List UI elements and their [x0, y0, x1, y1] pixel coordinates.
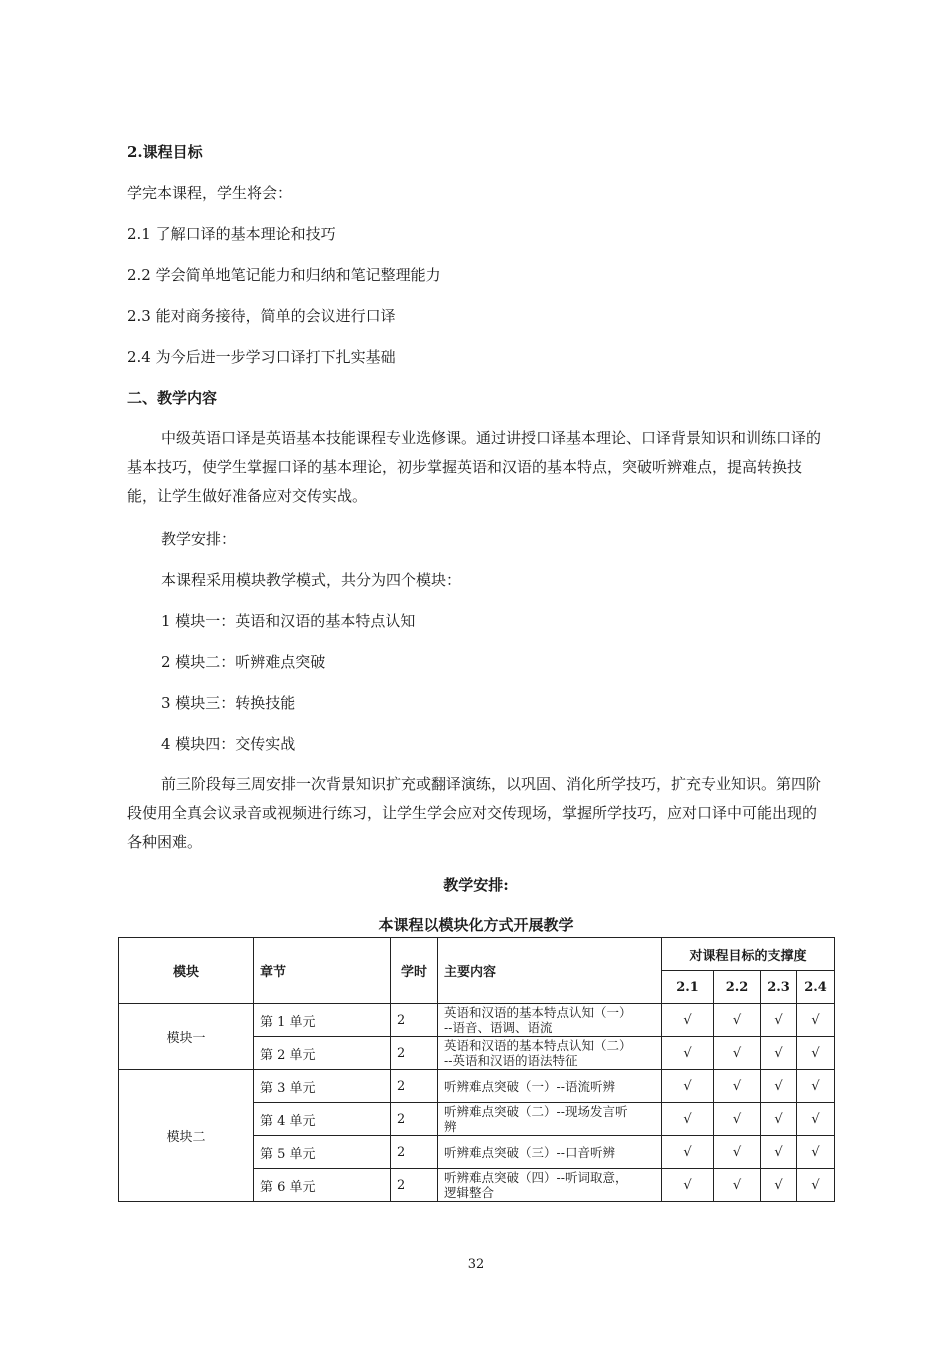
- check-mark: √: [761, 1004, 797, 1037]
- module-item: 3 模块三：转换技能: [161, 694, 296, 712]
- teaching-arrangement-table: [118, 937, 835, 1202]
- chapter-cell: 第 1 单元: [254, 1004, 391, 1037]
- content-line: 英语和汉语的基本特点认知（二）: [444, 1038, 632, 1053]
- table-row: [119, 1004, 835, 1037]
- content-line: --语音、语调、语流: [444, 1020, 553, 1035]
- header-goal: 2.1: [662, 971, 714, 1004]
- content-line: 听辨难点突破（一）--语流听辨: [444, 1078, 615, 1094]
- header-module: 模块: [119, 938, 254, 1004]
- hours-cell: 2: [391, 1004, 438, 1037]
- chapter-cell: 第 3 单元: [254, 1070, 391, 1103]
- check-mark: √: [662, 1004, 714, 1037]
- check-mark: √: [797, 1037, 835, 1070]
- content-line: 听辨难点突破（四）--听词取意，: [444, 1170, 628, 1185]
- content-heading: 二、教学内容: [127, 389, 218, 407]
- check-mark: √: [797, 1103, 835, 1136]
- table-header-row: [119, 938, 835, 971]
- table-row: [119, 1070, 835, 1103]
- check-mark: √: [761, 1103, 797, 1136]
- content-cell: [438, 1103, 662, 1136]
- module-item: 4 模块四：交传实战: [161, 735, 296, 753]
- content-line: 逻辑整合: [444, 1185, 495, 1200]
- check-mark: √: [714, 1004, 761, 1037]
- check-mark: √: [714, 1103, 761, 1136]
- check-mark: √: [662, 1169, 714, 1202]
- check-mark: √: [761, 1136, 797, 1169]
- content-cell: [438, 1136, 662, 1169]
- goal-item: 2.2 学会简单地笔记能力和归纳和笔记整理能力: [127, 266, 441, 284]
- check-mark: √: [761, 1169, 797, 1202]
- hours-cell: 2: [391, 1103, 438, 1136]
- check-mark: √: [797, 1070, 835, 1103]
- check-mark: √: [714, 1037, 761, 1070]
- table-caption: 本课程以模块化方式开展教学: [378, 916, 574, 934]
- table-section-title: 教学安排:: [443, 876, 509, 894]
- module-cell: 模块一: [119, 1004, 254, 1070]
- content-paragraph-2-text: 前三阶段每三周安排一次背景知识扩充或翻译演练，以巩固、消化所学技巧，扩充专业知识。第四阶段使用全真会议录音或视频进行练习，让学生学会应对交传现场，掌握所学技巧，应对口译中可能出现的各种困难。: [127, 775, 822, 851]
- hours-cell: 2: [391, 1070, 438, 1103]
- check-mark: √: [662, 1136, 714, 1169]
- header-support: 对课程目标的支撑度: [662, 938, 835, 971]
- content-line: --英语和汉语的语法特征: [444, 1053, 578, 1068]
- goal-item: 2.4 为今后进一步学习口译打下扎实基础: [127, 348, 396, 366]
- arrangement-label: 教学安排：: [161, 530, 237, 548]
- header-main-content: 主要内容: [438, 938, 662, 1004]
- module-cell: 模块二: [119, 1070, 254, 1202]
- module-item: 2 模块二：听辨难点突破: [161, 653, 326, 671]
- page-number: 32: [467, 1257, 485, 1272]
- content-paragraph-2: [127, 770, 829, 857]
- content-cell: [438, 1004, 662, 1037]
- hours-cell: 2: [391, 1136, 438, 1169]
- check-mark: √: [797, 1136, 835, 1169]
- chapter-cell: 第 2 单元: [254, 1037, 391, 1070]
- goals-heading: 2.课程目标: [127, 143, 203, 161]
- chapter-cell: 第 6 单元: [254, 1169, 391, 1202]
- content-cell: [438, 1169, 662, 1202]
- goal-item: 2.3 能对商务接待，简单的会议进行口译: [127, 307, 396, 325]
- check-mark: √: [714, 1169, 761, 1202]
- check-mark: √: [797, 1169, 835, 1202]
- header-goal: 2.4: [797, 971, 835, 1004]
- hours-cell: 2: [391, 1037, 438, 1070]
- content-line: 辨: [444, 1119, 457, 1134]
- content-line: 听辨难点突破（二）--现场发言听: [444, 1104, 628, 1119]
- check-mark: √: [662, 1070, 714, 1103]
- chapter-cell: 第 5 单元: [254, 1136, 391, 1169]
- check-mark: √: [662, 1037, 714, 1070]
- content-line: 听辨难点突破（三）--口音听辨: [444, 1144, 615, 1160]
- check-mark: √: [797, 1004, 835, 1037]
- mode-intro: 本课程采用模块教学模式，共分为四个模块：: [161, 571, 462, 589]
- header-chapter: 章节: [254, 938, 391, 1004]
- content-cell: [438, 1070, 662, 1103]
- check-mark: √: [761, 1037, 797, 1070]
- check-mark: √: [662, 1103, 714, 1136]
- check-mark: √: [761, 1070, 797, 1103]
- check-mark: √: [714, 1136, 761, 1169]
- header-goal: 2.2: [714, 971, 761, 1004]
- goal-item: 2.1 了解口译的基本理论和技巧: [127, 225, 336, 243]
- content-paragraph-1: [127, 424, 829, 511]
- header-goal: 2.3: [761, 971, 797, 1004]
- hours-cell: 2: [391, 1169, 438, 1202]
- chapter-cell: 第 4 单元: [254, 1103, 391, 1136]
- content-cell: [438, 1037, 662, 1070]
- header-hours: 学时: [391, 938, 438, 1004]
- goals-intro: 学完本课程，学生将会：: [127, 184, 293, 202]
- module-item: 1 模块一：英语和汉语的基本特点认知: [161, 612, 416, 630]
- check-mark: √: [714, 1070, 761, 1103]
- content-paragraph-1-text: 中级英语口译是英语基本技能课程专业选修课。通过讲授口译基本理论、口译背景知识和训练口译的基本技巧，使学生掌握口译的基本理论，初步掌握英语和汉语的基本特点，突破听辨难点，提高转换技能，让学生做好准备应对交传实战。: [127, 429, 822, 505]
- content-line: 英语和汉语的基本特点认知（一）: [444, 1005, 632, 1020]
